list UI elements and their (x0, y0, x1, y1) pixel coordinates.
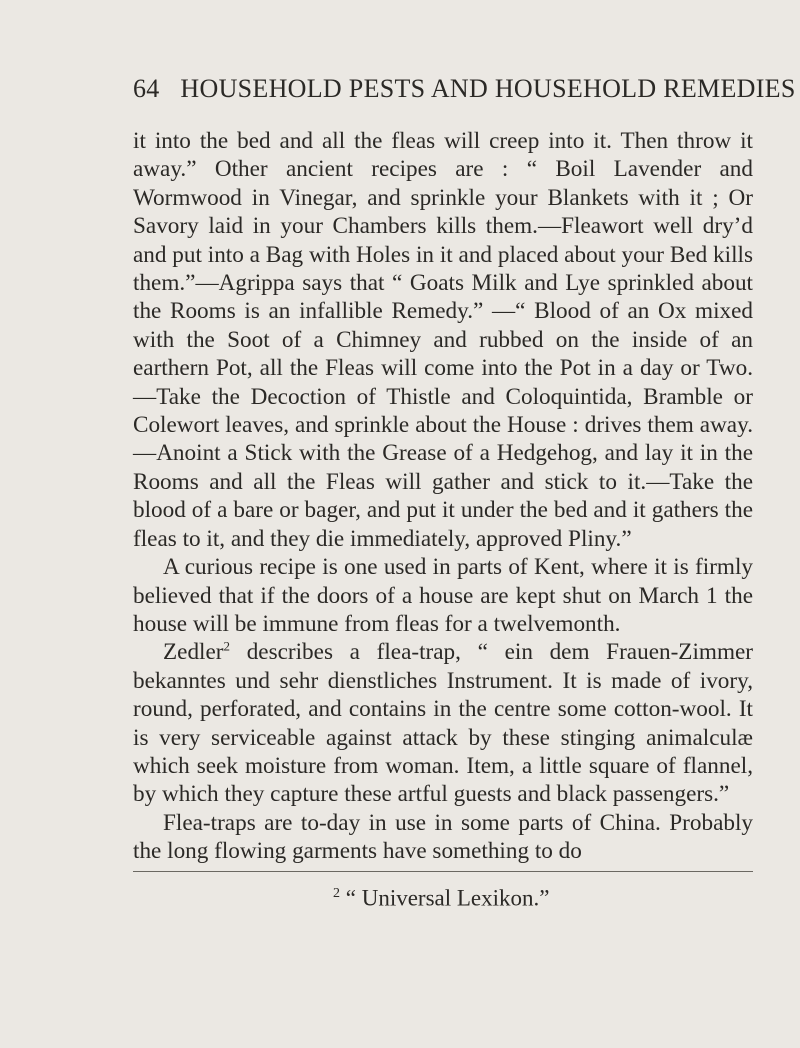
paragraph-continuation: it into the bed and all the fleas will creep into it. Then throw it away.” Other ancient recipes are : “ Boil Lavender and Wormwood in Vinegar, and sprinkle your Blankets with it ; Or Savory laid in your Chambers kills them.—Fleawort well dry’d and put into a Bag with Holes in it and placed about your Bed kills them.”—Agrippa says that “ Goats Milk and Lye sprinkled about the Rooms is an infallible Remedy.” —“ Blood of an Ox mixed with the Soot of a Chimney and rubbed on the inside of an earthern Pot, all the Fleas will come into the Pot in a day or Two.—Take the Decoction of Thistle and Coloquintida, Bramble or Colewort leaves, and sprinkle about the House : drives them away.—Anoint a Stick with the Grease of a Hedgehog, and lay it in the Rooms and all the Fleas will gather and stick to it.—Take the blood of a bare or bager, and put it under the bed and it gathers the fleas to it, and they die immediately, approved Pliny.” (133, 128, 753, 552)
footnote-mark: 2 (333, 886, 340, 901)
footnote-divider (133, 871, 753, 872)
zedler-text-rest: describes a flea-trap, “ ein dem Frauen-Zimmer bekanntes und sehr dienstliches Instrument. It is made of ivory, round, perforated, and contains in the centre some cotton-wool. It is very serviceable against attack by these stinging animalculæ which seek moisture from woman. Item, a little square of flannel, by which they capture these artful guests and black passengers.” (133, 639, 753, 808)
footnote (333, 880, 549, 913)
body-text (133, 127, 753, 866)
zedler-text-start: Zedler (163, 639, 224, 666)
page-number: 64 (133, 74, 160, 103)
paragraph-zedler (133, 638, 753, 808)
footnote-text: “ Universal Lexikon.” (340, 885, 550, 911)
paragraph-china: Flea-traps are to-day in use in some parts of China. Probably the long flowing garments have something to do (133, 809, 753, 865)
footnote-reference: 2 (223, 638, 231, 654)
paragraph-kent-recipe: A curious recipe is one used in parts of Kent, where it is firmly believed that if the doors of a house are kept shut on March 1 the house will be immune from fleas for a twelvemonth. (133, 554, 753, 637)
running-header (133, 72, 796, 106)
running-title: HOUSEHOLD PESTS AND HOUSEHOLD REMEDIES (180, 74, 796, 103)
